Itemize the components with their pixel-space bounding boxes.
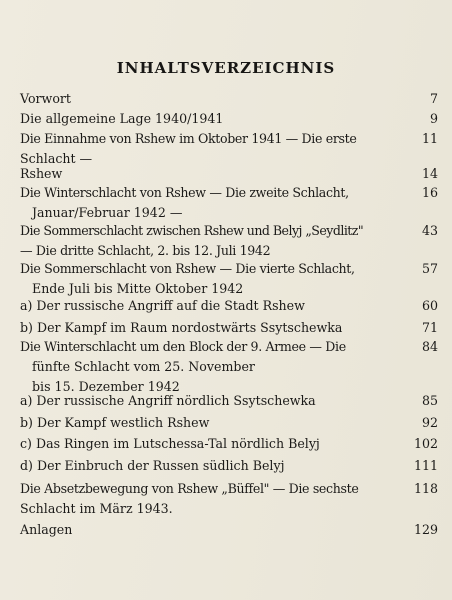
toc-entry-page: 92 — [421, 415, 438, 430]
toc-entry-text: Die Sommerschlacht zwischen Rshew und Belyj „Seydlitz" — [20, 223, 364, 238]
toc-entry-page: 11 — [421, 131, 438, 146]
toc-entry-text: d) Der Einbruch der Russen südlich Belyj — [20, 458, 285, 473]
toc-entry-text: Die Einnahme von Rshew im Oktober 1941 — Die erste — [20, 131, 357, 146]
toc-entry-text: c) Das Ringen im Lutschessa-Tal nördlich Belyj — [20, 436, 320, 451]
toc-title: INHALTSVERZEICHNIS — [116, 59, 336, 77]
toc-entry-text-continuation: Schlacht im März 1943. — [20, 501, 173, 516]
toc-entry-text: Die Winterschlacht um den Block der 9. Armee — Die — [20, 339, 346, 354]
toc-entry-text-continuation: fünfte Schlacht vom 25. November — [32, 359, 255, 374]
toc-entry-page: 9 — [429, 111, 438, 126]
toc-entry-page: 43 — [421, 223, 438, 238]
toc-entry-text-continuation: Schlacht — — [20, 151, 93, 166]
toc-entry-text: b) Der Kampf im Raum nordostwärts Ssytschewka — [20, 320, 343, 335]
toc-entry-text: a) Der russische Angriff auf die Stadt Rshew — [20, 298, 305, 313]
toc-entry-text: Die Sommerschlacht von Rshew — Die vierte Schlacht, — [20, 261, 355, 276]
toc-entry-text: Rshew — [20, 166, 63, 181]
toc-entry-page: 111 — [413, 458, 438, 473]
toc-entry-page: 7 — [429, 91, 438, 106]
toc-entry-page: 129 — [413, 522, 438, 537]
toc-entry-text-continuation: — Die dritte Schlacht, 2. bis 12. Juli 1942 — [20, 243, 271, 258]
toc-entry-page: 71 — [421, 320, 438, 335]
toc-entry-page: 14 — [421, 166, 438, 181]
toc-entry-page: 57 — [421, 261, 438, 276]
toc-entry-text: a) Der russische Angriff nördlich Ssytschewka — [20, 393, 316, 408]
toc-entry-text: Die Absetzbewegung von Rshew „Büffel" — Die sechste — [20, 481, 359, 496]
toc-entry-text: Die Winterschlacht von Rshew — Die zweite Schlacht, — [20, 185, 349, 200]
toc-entry-page: 16 — [421, 185, 438, 200]
toc-entry-text: Vorwort — [20, 91, 71, 106]
toc-entry-page: 84 — [421, 339, 438, 354]
toc-entry-page: 118 — [413, 481, 438, 496]
toc-entry-text-continuation: Januar/Februar 1942 — — [32, 205, 183, 220]
toc-entry-text: Die allgemeine Lage 1940/1941 — [20, 111, 224, 126]
toc-entry-page: 102 — [413, 436, 438, 451]
toc-entry-page: 85 — [421, 393, 438, 408]
toc-entry-text-continuation: bis 15. Dezember 1942 — [32, 379, 180, 394]
toc-entry-text-continuation: Ende Juli bis Mitte Oktober 1942 — [32, 281, 244, 296]
toc-entry-text: Anlagen — [20, 522, 73, 537]
toc-entry-text: b) Der Kampf westlich Rshew — [20, 415, 210, 430]
toc-entry-page: 60 — [421, 298, 438, 313]
